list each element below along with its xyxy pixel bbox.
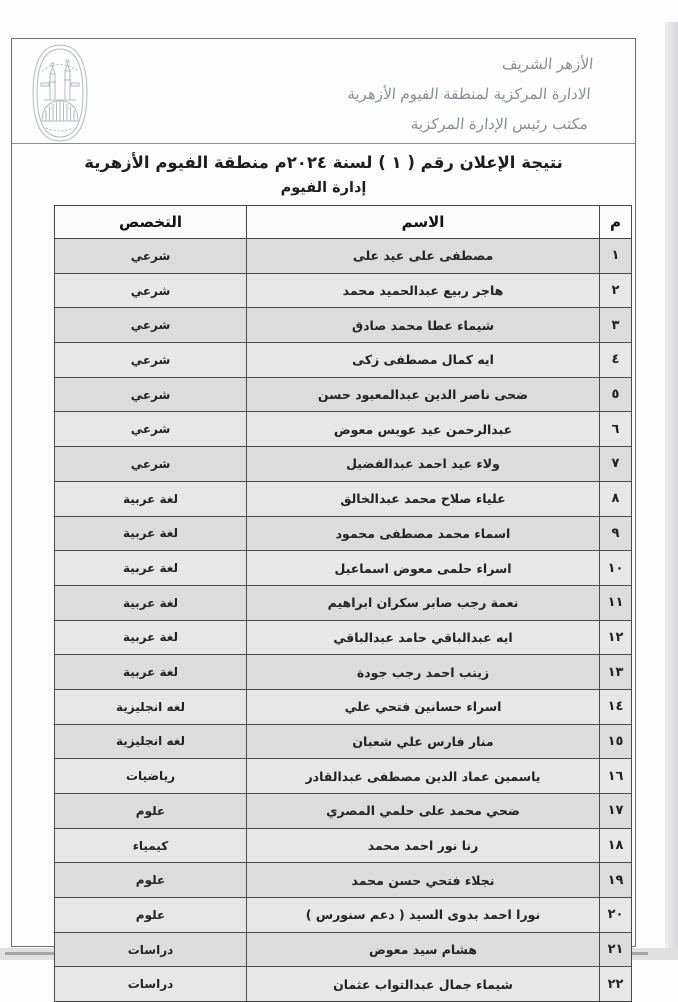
cell-number: ٧: [600, 447, 632, 482]
cell-number: ٢٢: [600, 967, 632, 1002]
table-row: [55, 863, 632, 898]
table-row: [55, 551, 632, 586]
letterhead-line-3: مكتب رئيس الإدارة المركزية: [410, 115, 589, 133]
col-header-number: م: [600, 206, 632, 239]
table-row: [55, 273, 632, 308]
cell-name: هشام سيد معوض: [247, 932, 600, 967]
cell-specialty: لغة عربية: [55, 551, 247, 586]
cell-specialty: لغة عربية: [55, 620, 247, 655]
cell-specialty: لغة عربية: [55, 585, 247, 620]
cell-specialty: رياضيات: [55, 759, 247, 794]
cell-specialty: شرعي: [55, 273, 247, 308]
table-row: [55, 724, 632, 759]
table-row: [55, 239, 632, 274]
cell-name: اسماء محمد مصطفى محمود: [247, 516, 600, 551]
cell-specialty: لغه انجليزية: [55, 724, 247, 759]
table-row: [55, 932, 632, 967]
table-row: [55, 412, 632, 447]
cell-specialty: شرعي: [55, 239, 247, 274]
cell-name: ضحي محمد على حلمي المصري: [247, 794, 600, 829]
cell-number: ١٢: [600, 620, 632, 655]
cell-number: ٣: [600, 308, 632, 343]
cell-number: ٢: [600, 273, 632, 308]
cell-name: مصطفى على عيد على: [247, 239, 600, 274]
cell-number: ١٩: [600, 863, 632, 898]
cell-specialty: علوم: [55, 794, 247, 829]
cell-number: ٩: [600, 516, 632, 551]
cell-name: اسراء حسانين فتحي علي: [247, 689, 600, 724]
cell-name: ياسمين عماد الدين مصطفى عبدالقادر: [247, 759, 600, 794]
cell-number: ١٨: [600, 828, 632, 863]
table-row: [55, 759, 632, 794]
cell-name: علياء صلاح محمد عبدالخالق: [247, 481, 600, 516]
letterhead-lines: [8, 39, 640, 139]
cell-name: ضحى ناصر الدين عبدالمعبود حسن: [247, 377, 600, 412]
announcement-title: نتيجة الإعلان رقم ( ١ ) لسنة ٢٠٢٤م منطقة الفيوم الأزهرية: [84, 153, 563, 172]
table-row: [55, 655, 632, 690]
cell-number: ١٣: [600, 655, 632, 690]
cell-number: ٢٠: [600, 898, 632, 933]
table-row: [55, 308, 632, 343]
cell-name: شيماء عطا محمد صادق: [247, 308, 600, 343]
table-row: [55, 516, 632, 551]
table-row: [55, 898, 632, 933]
cell-name: زينب احمد رجب جودة: [247, 655, 600, 690]
cell-number: ١١: [600, 585, 632, 620]
table-row: [55, 828, 632, 863]
cell-name: ايه كمال مصطفى زكى: [247, 343, 600, 378]
cell-specialty: دراسات: [55, 967, 247, 1002]
table-header-row: [55, 206, 632, 239]
directorate-subtitle: إدارة الفيوم: [280, 180, 367, 196]
cell-specialty: لغة عربية: [55, 481, 247, 516]
cell-number: ٦: [600, 412, 632, 447]
cell-specialty: شرعي: [55, 377, 247, 412]
cell-name: منار فارس علي شعبان: [247, 724, 600, 759]
letterhead-line-1: الأزهر الشريف: [501, 55, 594, 73]
cell-name: نعمة رجب صابر سكران ابراهيم: [247, 585, 600, 620]
cell-name: نجلاء فتحي حسن محمد: [247, 863, 600, 898]
cell-specialty: علوم: [55, 898, 247, 933]
cell-number: ٤: [600, 343, 632, 378]
table-row: [55, 343, 632, 378]
cell-specialty: شرعي: [55, 412, 247, 447]
cell-specialty: دراسات: [55, 932, 247, 967]
cell-number: ٢١: [600, 932, 632, 967]
cell-number: ١٥: [600, 724, 632, 759]
cell-number: ١٤: [600, 689, 632, 724]
col-header-specialty: التخصص: [55, 206, 247, 239]
table-row: [55, 377, 632, 412]
table-row: [55, 585, 632, 620]
cell-specialty: لغة عربية: [55, 655, 247, 690]
cell-name: شيماء جمال عبدالتواب عثمان: [247, 967, 600, 1002]
table-row: [55, 447, 632, 482]
table-body: [55, 239, 632, 1002]
cell-name: ولاء عيد احمد عبدالفضيل: [247, 447, 600, 482]
table-row: [55, 481, 632, 516]
cell-number: ١٧: [600, 794, 632, 829]
col-header-name: الاسم: [247, 206, 600, 239]
letterhead: [12, 39, 635, 144]
cell-specialty: علوم: [55, 863, 247, 898]
cell-name: رنا نور احمد محمد: [247, 828, 600, 863]
cell-specialty: شرعي: [55, 447, 247, 482]
cell-number: ٨: [600, 481, 632, 516]
cell-name: هاجر ربيع عبدالحميد محمد: [247, 273, 600, 308]
cell-name: عبدالرحمن عيد عويس معوض: [247, 412, 600, 447]
cell-number: ١: [600, 239, 632, 274]
cell-name: اسراء حلمى معوض اسماعيل: [247, 551, 600, 586]
letterhead-line-2: الادارة المركزية لمنطقة الفيوم الأزهرية: [346, 85, 592, 103]
cell-specialty: لغة عربية: [55, 516, 247, 551]
cell-number: ٥: [600, 377, 632, 412]
document-frame: [11, 38, 636, 992]
table-row: [55, 967, 632, 1002]
table-row: [55, 689, 632, 724]
results-table: [54, 205, 632, 1002]
cell-number: ١٦: [600, 759, 632, 794]
cell-specialty: كيمياء: [55, 828, 247, 863]
cell-name: ايه عبدالباقي حامد عبدالباقي: [247, 620, 600, 655]
cell-specialty: شرعي: [55, 308, 247, 343]
cell-specialty: شرعي: [55, 343, 247, 378]
cell-number: ١٠: [600, 551, 632, 586]
scan-edge-right: [665, 22, 678, 960]
cell-specialty: لغه انجليزية: [55, 689, 247, 724]
table-row: [55, 620, 632, 655]
table-row: [55, 794, 632, 829]
cell-name: نورا احمد بدوى السيد ( دعم سنورس ): [247, 898, 600, 933]
